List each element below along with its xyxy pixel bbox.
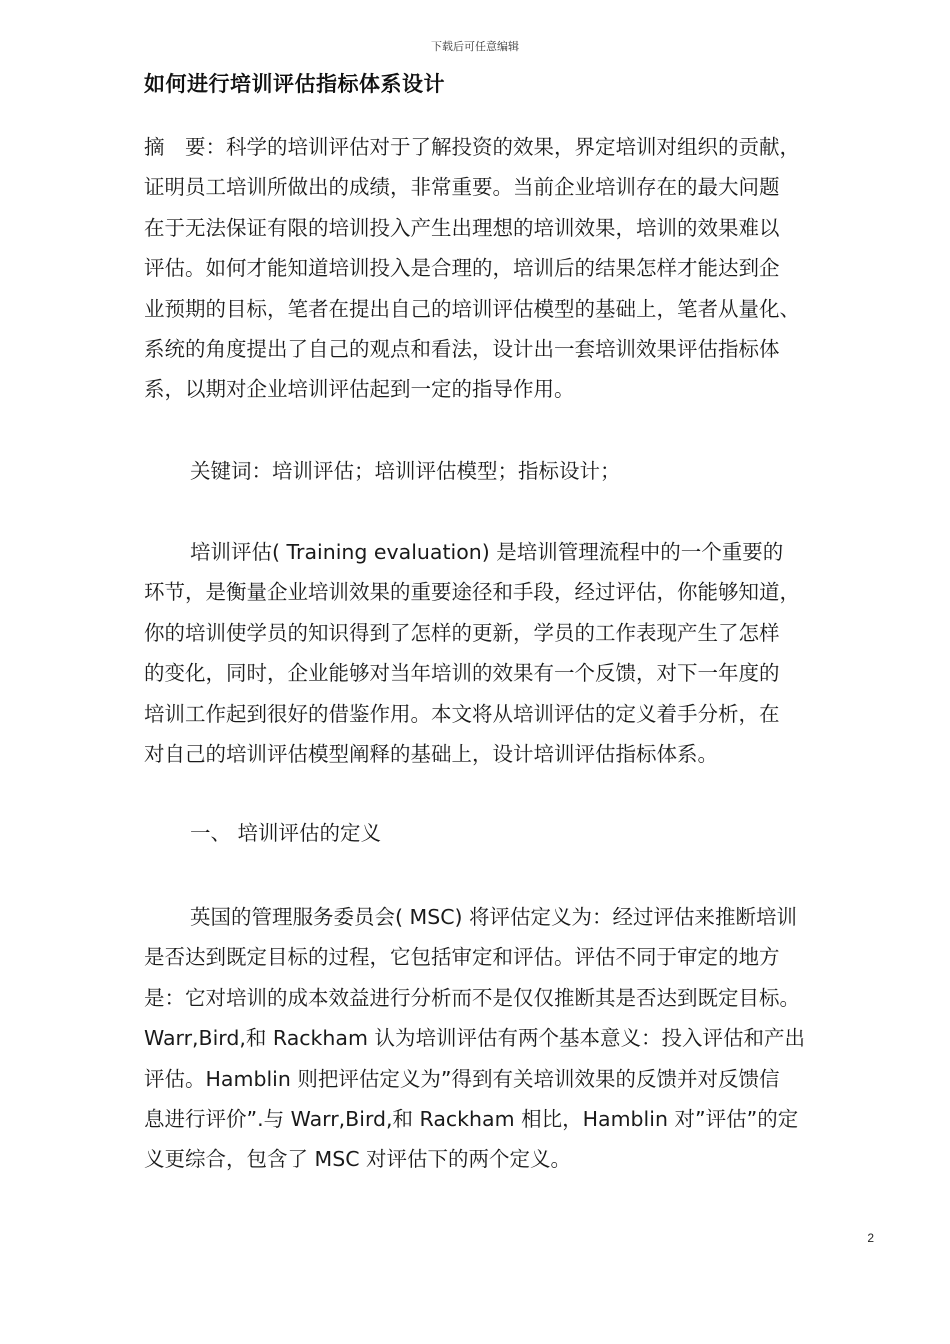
section1-line: 是否达到既定目标的过程，它包括审定和评估。评估不同于审定的地方 [144, 945, 780, 970]
section1-paragraph [144, 897, 874, 1180]
header-note: 下载后可任意编辑 [431, 40, 519, 53]
section1-line: Warr,Bird,和 Rackham 认为培训评估有两个基本意义：投入评估和产出 [144, 1026, 805, 1051]
intro-line: 对自己的培训评估模型阐释的基础上，设计培训评估指标体系。 [144, 742, 718, 767]
intro-line: 你的培训使学员的知识得到了怎样的更新，学员的工作表现产生了怎样 [144, 620, 780, 645]
section1-line: 息进行评价”.与 Warr,Bird,和 Rackham 相比，Hamblin 对”评估”的定 [144, 1107, 799, 1132]
section1-line: 评估。Hamblin 则把评估定义为”得到有关培训效果的反馈并对反馈信 [144, 1066, 780, 1091]
abstract-line: 评估。如何才能知道培训投入是合理的，培训后的结果怎样才能达到企 [144, 256, 780, 281]
keywords-line: 关键词：培训评估；培训评估模型；指标设计； [190, 459, 621, 483]
abstract-line: 在于无法保证有限的培训投入产生出理想的培训效果，培训的效果难以 [144, 215, 780, 240]
abstract-paragraph [144, 127, 874, 410]
document-title: 如何进行培训评估指标体系设计 [144, 72, 445, 96]
intro-paragraph [144, 532, 874, 774]
abstract-line: 系统的角度提出了自己的观点和看法，设计出一套培训效果评估指标体 [144, 337, 780, 362]
abstract-line: 业预期的目标，笔者在提出自己的培训评估模型的基础上，笔者从量化、 [144, 296, 800, 321]
abstract-line: 系，以期对企业培训评估起到一定的指导作用。 [144, 377, 575, 402]
intro-line: 环节，是衡量企业培训效果的重要途径和手段，经过评估，你能够知道， [144, 580, 800, 605]
intro-line: 培训工作起到很好的借鉴作用。本文将从培训评估的定义着手分析，在 [144, 701, 780, 726]
abstract-line: 摘 要：科学的培训评估对于了解投资的效果，界定培训对组织的贡献， [144, 135, 800, 159]
section1-line: 是：它对培训的成本效益进行分析而不是仅仅推断其是否达到既定目标。 [144, 985, 800, 1010]
abstract-line: 证明员工培训所做出的成绩，非常重要。当前企业培训存在的最大问题 [144, 175, 780, 200]
page-number: 2 [867, 1231, 874, 1245]
intro-line: 培训评估( Training evaluation) 是培训管理流程中的一个重要的 [190, 540, 784, 564]
intro-line: 的变化，同时，企业能够对当年培训的效果有一个反馈，对下一年度的 [144, 661, 780, 686]
keywords-paragraph [144, 451, 874, 491]
section-heading: 一、 培训评估的定义 [190, 821, 382, 845]
section1-line: 义更综合，包含了 MSC 对评估下的两个定义。 [144, 1147, 572, 1172]
section1-line: 英国的管理服务委员会( MSC) 将评估定义为：经过评估来推断培训 [190, 905, 798, 929]
